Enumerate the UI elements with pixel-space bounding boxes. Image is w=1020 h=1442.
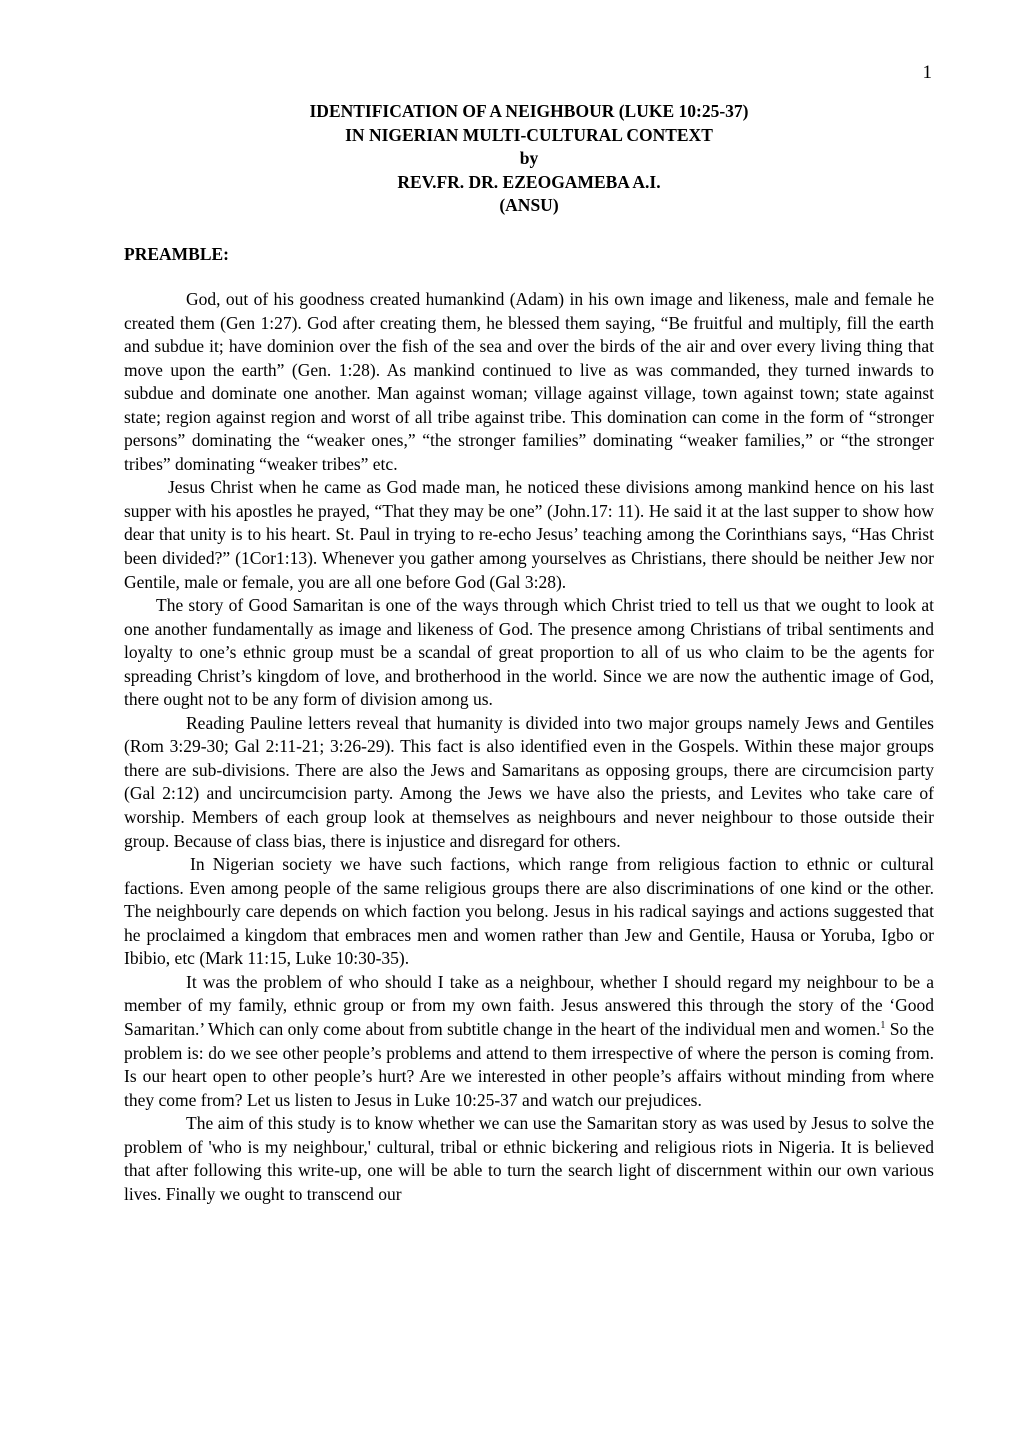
footnote-marker[interactable]: 1: [880, 1019, 886, 1031]
paragraph-1: God, out of his goodness created humankind (Adam) in his own image and likeness, male and female he created them (Gen 1:27). God after creating them, he blessed them saying, “Be fruitful and multiply, fill the earth and subdue it; have dominion over the fish of the sea and over the birds of the air and over every living thing that move upon the earth” (Gen. 1:28). As mankind continued to live as was commanded, they turned inwards to subdue and dominate one another. Man against woman; village against village, town against town; state against state; region against region and worst of all tribe against tribe. This domination can come in the form of “stronger persons” dominating the “weaker ones,” “the stronger families” dominating “weaker families,” or “the stronger tribes” dominating “weaker tribes” etc.: [124, 289, 934, 474]
author-affiliation: (ANSU): [499, 195, 559, 215]
paragraph-6-part-b: So the problem is: do we see other people’s problems and attend to them irrespective of where the person is coming from. Is our heart open to other people’s hurt? Are we interested in other people’s affairs without minding from where they come from? Let us listen to Jesus in Luke 10:25-37 and watch our prejudices.: [124, 1018, 934, 1110]
paragraph-4: Reading Pauline letters reveal that humanity is divided into two major groups namely Jews and Gentiles (Rom 3:29-30; Gal 2:11-21; 3:26-29). This fact is also identified even in the Gospels. Within these major groups there are sub-divisions. There are also the Jews and Samaritans as opposing groups, there are circumcision party (Gal 2:12) and uncircumcision party. Among the Jews we have also the priests, and Levites who take care of worship. Members of each group look at themselves as neighbours and never neighbour to those outside their group. Because of class bias, there is injustice and disregard for others.: [124, 712, 934, 851]
paragraph-3: The story of Good Samaritan is one of the ways through which Christ tried to tell us that we ought to look at one another fundamentally as image and likeness of God. The presence among Christians of tribal sentiments and loyalty to one’s ethnic group must be a scandal of great proportion to all of us who claim to be the agents for spreading Christ’s kingdom of love, and brotherhood in the world. Since we are now the authentic image of God, there ought not to be any form of division among us.: [124, 595, 934, 710]
paragraph-7: The aim of this study is to know whether we can use the Samaritan story as was used by Jesus to solve the problem of 'who is my neighbour,' cultural, tribal or ethnic bickering and religious riots in Nigeria. It is believed that after following this write-up, one will be able to turn the search light of discernment within our own various lives. Finally we ought to transcend our: [124, 1113, 934, 1204]
title-block: [124, 100, 934, 218]
section-heading: PREAMBLE:: [124, 244, 229, 264]
title-line-2: IN NIGERIAN MULTI-CULTURAL CONTEXT: [345, 124, 713, 145]
paragraph-5: In Nigerian society we have such factions, which range from religious faction to ethnic or cultural factions. Even among people of the same religious groups there are also discriminations of one kind or the other. The neighbourly care depends on which faction you belong. Jesus in his radical sayings and actions suggested that he proclaimed a kingdom that embraces men and women rather than Jew and Gentile, Hausa or Yoruba, Igbo or Ibibio, etc (Mark 11:15, Luke 10:30-35).: [124, 854, 934, 969]
paragraph-6: [124, 971, 934, 1112]
page-number: 1: [922, 62, 932, 83]
paragraph-6-part-a: It was the problem of who should I take as a neighbour, whether I should regard my neighbour to be a member of my family, ethnic group or from my own faith. Jesus answered this through the story of the ‘Good Samaritan.’ Which can only come about from subtitle change in the heart of the individual men and women.: [124, 971, 934, 1039]
body-text: [124, 288, 934, 1206]
title-by: by: [519, 148, 539, 168]
author-name: REV.FR. DR. EZEOGAMEBA A.I.: [397, 171, 661, 192]
paragraph-2: Jesus Christ when he came as God made man, he noticed these divisions among mankind hence on his last supper with his apostles he prayed, “That they may be one” (John.17: 11). He said it at the last supper to show how dear that unity is to his heart. St. Paul in trying to re-echo Jesus’ teaching among the Corinthians says, “Has Christ been divided?” (1Cor1:13). Whenever you gather among yourselves as Christians, there should be neither Jew nor Gentile, male or female, you are all one before God (Gal 3:28).: [124, 477, 934, 592]
title-line-1: IDENTIFICATION OF A NEIGHBOUR (LUKE 10:25-37): [309, 101, 749, 121]
